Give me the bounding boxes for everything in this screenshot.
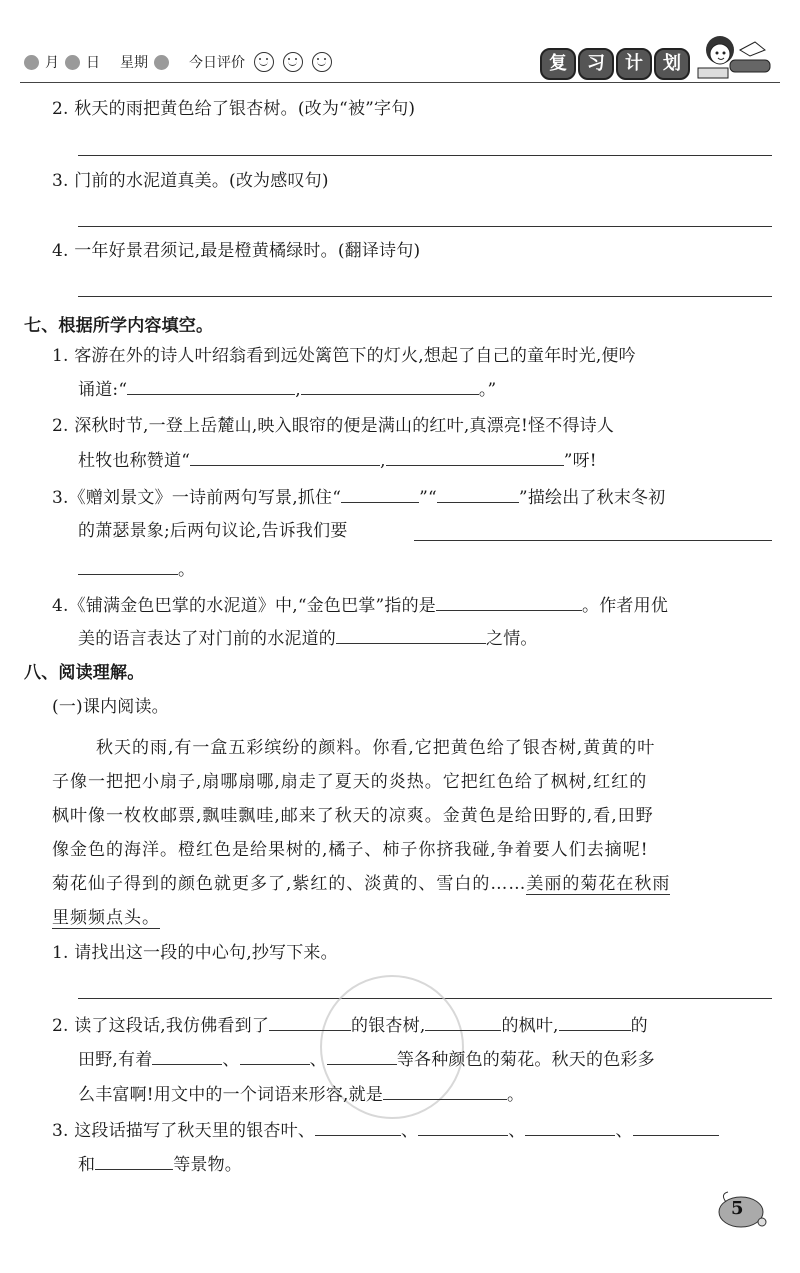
passage-line: 秋天的雨,有一盒五彩缤纷的颜料。你看,它把黄色给了银杏树,黄黄的叶	[96, 738, 656, 758]
fill-blank[interactable]	[559, 1012, 631, 1031]
q6-item-2: 2. 秋天的雨把黄色给了银杏树。(改为“被”字句)	[52, 99, 416, 119]
title-char: 计	[616, 48, 652, 80]
passage-line: 像金色的海洋。橙红色是给果树的,橘子、柿子你挤我碰,争着要人们去摘呢!	[52, 840, 649, 860]
q8-question-3-line-b	[78, 1151, 242, 1178]
passage-text: 菊花仙子得到的颜色就更多了,紫红的、淡黄的、雪白的……	[52, 874, 527, 894]
section-7-heading: 七、根据所学内容填空。	[24, 316, 214, 336]
fill-blank[interactable]	[152, 1046, 222, 1065]
fill-blank[interactable]	[633, 1117, 719, 1136]
underlined-sentence: 美丽的菊花在秋雨	[526, 874, 671, 894]
q8-q2-text: 么丰富啊!用文中的一个词语来形容,就是	[78, 1085, 384, 1105]
q7-i1-text: 。”	[478, 380, 497, 400]
q7-i1-text: ,	[295, 380, 301, 400]
section-8-subheading: (一)课内阅读。	[52, 697, 169, 717]
passage-line	[52, 871, 670, 897]
passage-line: 子像一把把小扇子,扇哪扇哪,扇走了夏天的炎热。它把红色给了枫树,红红的	[52, 772, 648, 792]
fill-blank[interactable]	[78, 556, 178, 575]
q8-q2-text: 等各种颜色的菊花。秋天的色彩多	[396, 1050, 655, 1070]
q8-q3-text: 、	[615, 1121, 633, 1141]
fill-blank[interactable]	[127, 376, 295, 395]
q7-i3-text: 的萧瑟景象;后两句议论,告诉我们要	[78, 521, 348, 541]
smiley-icon	[312, 52, 332, 72]
q7-item-1-line-a: 1. 客游在外的诗人叶绍翁看到远处篱笆下的灯火,想起了自己的童年时光,便吟	[52, 346, 636, 366]
q8-q3-text: 等景物。	[173, 1155, 243, 1175]
fill-blank[interactable]	[341, 484, 419, 503]
q8-q2-text: 、	[309, 1050, 327, 1070]
day-circle-icon	[65, 55, 80, 70]
answer-line[interactable]	[78, 155, 772, 156]
q7-i3-text: 。	[178, 560, 196, 580]
q7-item-2-line-a: 2. 深秋时节,一登上岳麓山,映入眼帘的便是满山的红叶,真漂亮!怪不得诗人	[52, 416, 615, 436]
q8-q3-text: 、	[508, 1121, 526, 1141]
q7-i2-text: ,	[380, 451, 386, 471]
q8-q2-text: 2. 读了这段话,我仿佛看到了	[52, 1016, 270, 1036]
q7-i4-text: 。作者用优	[582, 596, 669, 616]
fill-blank[interactable]	[418, 1117, 508, 1136]
q8-question-1: 1. 请找出这一段的中心句,抄写下来。	[52, 943, 338, 963]
q8-q2-text: 田野,有着	[78, 1050, 153, 1070]
q8-question-2-line-a	[52, 1012, 648, 1039]
page-header	[0, 0, 800, 90]
q7-i4-text: 4.《铺满金色巴掌的水泥道》中,“金色巴掌”指的是	[52, 596, 437, 616]
q7-i3-text: 3.《赠刘景文》一诗前两句写景,抓住“	[52, 488, 342, 508]
title-char: 复	[540, 48, 576, 80]
month-circle-icon	[24, 55, 39, 70]
q8-q2-text: 的银杏树,	[351, 1016, 426, 1036]
day-label: 日	[86, 55, 100, 71]
fill-blank[interactable]	[525, 1117, 615, 1136]
q6-item-3: 3. 门前的水泥道真美。(改为感叹句)	[52, 171, 329, 191]
fill-blank[interactable]	[95, 1151, 173, 1170]
rating-label: 今日评价	[189, 55, 245, 71]
answer-line[interactable]	[78, 226, 772, 227]
q8-question-2-line-b	[78, 1046, 655, 1073]
fill-blank[interactable]	[327, 1046, 397, 1065]
q7-item-4-line-a	[52, 592, 668, 619]
q8-q2-text: 。	[507, 1085, 525, 1105]
q7-item-3-line-a	[52, 484, 665, 511]
q8-q2-text: 、	[222, 1050, 240, 1070]
q8-q3-text: 和	[78, 1155, 96, 1175]
fill-blank[interactable]	[240, 1046, 310, 1065]
q8-question-3-line-a	[52, 1117, 719, 1144]
header-divider	[20, 82, 780, 83]
fill-blank[interactable]	[436, 592, 582, 611]
title-char: 划	[654, 48, 690, 80]
fill-blank[interactable]	[425, 1012, 501, 1031]
section-8-heading: 八、阅读理解。	[24, 663, 145, 683]
fill-blank[interactable]	[437, 484, 519, 503]
month-label: 月	[45, 55, 59, 71]
weekday-circle-icon	[154, 55, 169, 70]
fill-blank[interactable]	[383, 1081, 507, 1100]
q7-i1-text: 诵道:“	[78, 380, 128, 400]
smiley-icon	[283, 52, 303, 72]
girl-reading-illustration-icon	[690, 30, 780, 85]
fill-blank[interactable]	[301, 376, 479, 395]
fill-blank[interactable]	[336, 625, 486, 644]
review-plan-title	[540, 48, 690, 80]
underlined-sentence: 里频频点头。	[52, 908, 160, 928]
fill-blank[interactable]	[269, 1012, 351, 1031]
q7-i4-text: 美的语言表达了对门前的水泥道的	[78, 629, 336, 649]
q7-item-4-line-b	[78, 625, 538, 652]
fill-blank[interactable]	[190, 447, 380, 466]
page-number: 5	[731, 1198, 744, 1219]
smiley-icon	[254, 52, 274, 72]
title-char: 习	[578, 48, 614, 80]
q7-i2-text: 杜牧也称赞道“	[78, 451, 191, 471]
q7-item-3-line-c	[78, 556, 195, 583]
q8-q2-text: 的枫叶,	[501, 1016, 559, 1036]
weekday-label: 星期	[120, 55, 148, 71]
q6-item-4: 4. 一年好景君须记,最是橙黄橘绿时。(翻译诗句)	[52, 241, 421, 261]
passage-line: 枫叶像一枚枚邮票,飘哇飘哇,邮来了秋天的凉爽。金黄色是给田野的,看,田野	[52, 806, 654, 826]
passage-line	[52, 905, 160, 931]
q7-item-1-line-b	[78, 376, 496, 403]
fill-blank[interactable]	[315, 1117, 401, 1136]
fill-blank[interactable]	[386, 447, 564, 466]
q7-i4-text: 之情。	[486, 629, 538, 649]
q8-q3-text: 3. 这段话描写了秋天里的银杏叶、	[52, 1121, 316, 1141]
q8-q3-text: 、	[401, 1121, 419, 1141]
answer-line[interactable]	[78, 296, 772, 297]
date-rating-bar	[24, 52, 332, 72]
answer-line[interactable]	[414, 540, 772, 541]
q8-question-2-line-c	[78, 1081, 524, 1108]
q7-i3-text: ”描绘出了秋末冬初	[518, 488, 666, 508]
q7-i2-text: ”呀!	[563, 451, 597, 471]
q8-q2-text: 的	[630, 1016, 648, 1036]
q7-i3-text: ”“	[419, 488, 437, 508]
q7-item-2-line-b	[78, 447, 597, 474]
q7-item-3-line-b	[78, 518, 348, 544]
